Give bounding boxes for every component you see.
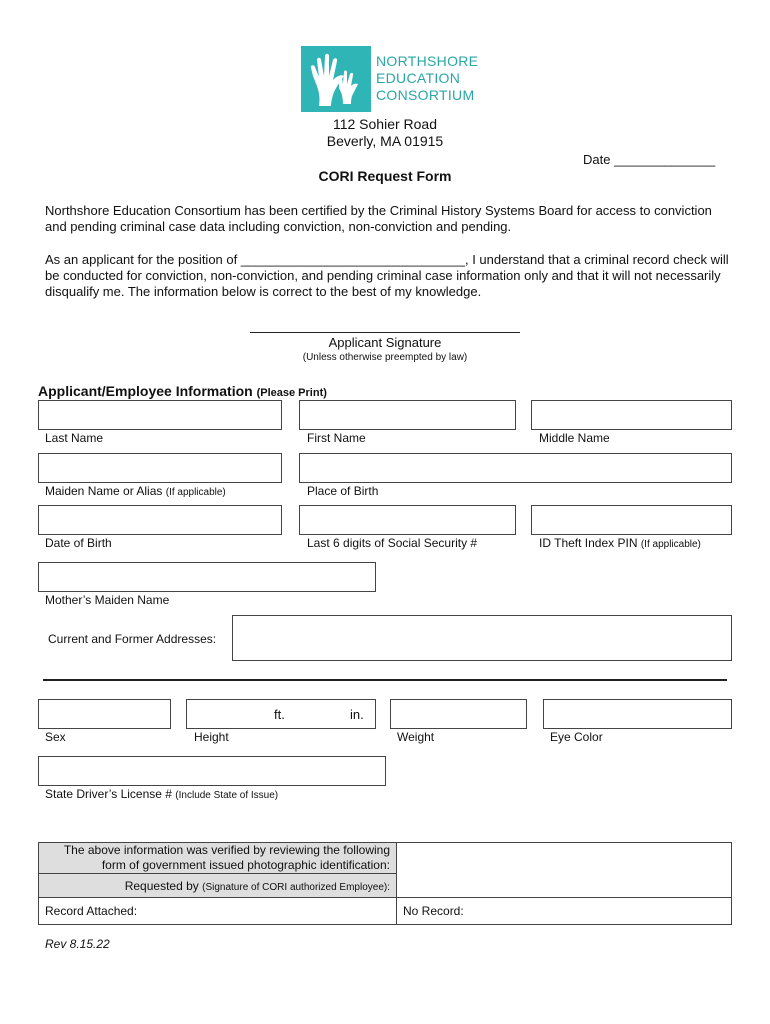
form-title: CORI Request Form xyxy=(318,168,452,184)
id-theft-pin-input[interactable] xyxy=(531,505,732,535)
addresses-input[interactable] xyxy=(232,615,732,661)
address-block xyxy=(280,116,490,150)
sex-input[interactable] xyxy=(38,699,171,729)
verified-line-1: The above information was verified by reviewing the following xyxy=(63,843,390,857)
address-line-2: Beverly, MA 01915 xyxy=(326,133,444,149)
weight-label: Weight xyxy=(397,730,435,744)
maiden-name-note: (If applicable) xyxy=(165,487,226,498)
drivers-license-input[interactable] xyxy=(38,756,386,786)
first-name-input[interactable] xyxy=(299,400,516,430)
mothers-maiden-name-label: Mother’s Maiden Name xyxy=(45,593,170,607)
no-record-cell[interactable] xyxy=(397,898,732,925)
maiden-name-text: Maiden Name or Alias xyxy=(45,484,163,498)
consent-paragraph: As an applicant for the position of _______________________________, I understand that a criminal record check will be conducted for conviction, non-conviction, and pending criminal case information only and that it will not necessarily disqualify me. The information below is correct to the best of my knowledge. xyxy=(45,252,729,299)
id-theft-pin-text: ID Theft Index PIN xyxy=(539,536,638,550)
verified-by-cell xyxy=(39,843,397,874)
eye-color-label: Eye Color xyxy=(550,730,603,744)
record-attached-label: Record Attached: xyxy=(45,904,138,918)
height-in-label: in. xyxy=(350,707,364,722)
place-of-birth-label: Place of Birth xyxy=(307,484,379,498)
addresses-label: Current and Former Addresses: xyxy=(48,632,217,646)
ssn-label: Last 6 digits of Social Security # xyxy=(307,536,478,550)
maiden-name-label xyxy=(45,484,226,498)
section-title-text: Applicant/Employee Information xyxy=(38,383,253,399)
maiden-name-input[interactable] xyxy=(38,453,282,483)
middle-name-label: Middle Name xyxy=(539,431,610,445)
date-field[interactable]: Date ______________ xyxy=(583,152,716,167)
consortium-logo-text xyxy=(376,53,478,104)
id-type-input[interactable] xyxy=(397,843,732,898)
logo-line-2: EDUCATION xyxy=(376,70,461,86)
date-of-birth-input[interactable] xyxy=(38,505,282,535)
section-title-note: (Please Print) xyxy=(256,387,327,399)
signature-line[interactable] xyxy=(250,332,520,333)
no-record-label: No Record: xyxy=(403,904,464,918)
requested-by-cell xyxy=(39,874,397,898)
weight-input[interactable] xyxy=(390,699,527,729)
consortium-logo-mark xyxy=(301,46,371,112)
requested-by-note: (Signature of CORI authorized Employee): xyxy=(202,881,390,893)
id-theft-pin-label xyxy=(539,536,701,550)
height-ft-label: ft. xyxy=(274,707,285,722)
drivers-license-label xyxy=(45,787,278,801)
address-line-1: 112 Sohier Road xyxy=(332,116,438,132)
last-name-label: Last Name xyxy=(45,431,104,445)
sex-label: Sex xyxy=(45,730,66,744)
logo-line-3: CONSORTIUM xyxy=(376,87,475,103)
middle-name-input[interactable] xyxy=(531,400,732,430)
revision-label: Rev 8.15.22 xyxy=(45,937,110,951)
verification-table xyxy=(38,842,732,925)
mothers-maiden-name-input[interactable] xyxy=(38,562,376,592)
height-label: Height xyxy=(194,730,229,744)
date-of-birth-label: Date of Birth xyxy=(45,536,112,550)
verified-line-2: form of government issued photographic identification: xyxy=(101,858,390,872)
hands-icon xyxy=(301,46,371,112)
drivers-license-text: State Driver’s License # xyxy=(45,787,172,801)
section-title xyxy=(38,383,327,399)
intro-paragraph: Northshore Education Consortium has been certified by the Criminal History Systems Board for access to conviction and pending criminal case data including conviction, non-conviction and pending. xyxy=(45,203,712,234)
record-attached-cell[interactable] xyxy=(39,898,397,925)
first-name-label: First Name xyxy=(307,431,366,445)
place-of-birth-input[interactable] xyxy=(299,453,732,483)
drivers-license-note: (Include State of Issue) xyxy=(175,790,279,801)
signature-note: (Unless otherwise preempted by law) xyxy=(302,352,468,363)
last-name-input[interactable] xyxy=(38,400,282,430)
section-divider xyxy=(43,679,727,681)
requested-by-text: Requested by xyxy=(124,878,199,893)
eye-color-input[interactable] xyxy=(543,699,732,729)
logo-line-1: NORTHSHORE xyxy=(376,53,479,69)
height-input[interactable] xyxy=(186,699,376,729)
ssn-input[interactable] xyxy=(299,505,516,535)
id-theft-pin-note: (If applicable) xyxy=(640,539,701,550)
signature-label: Applicant Signature xyxy=(328,335,442,350)
